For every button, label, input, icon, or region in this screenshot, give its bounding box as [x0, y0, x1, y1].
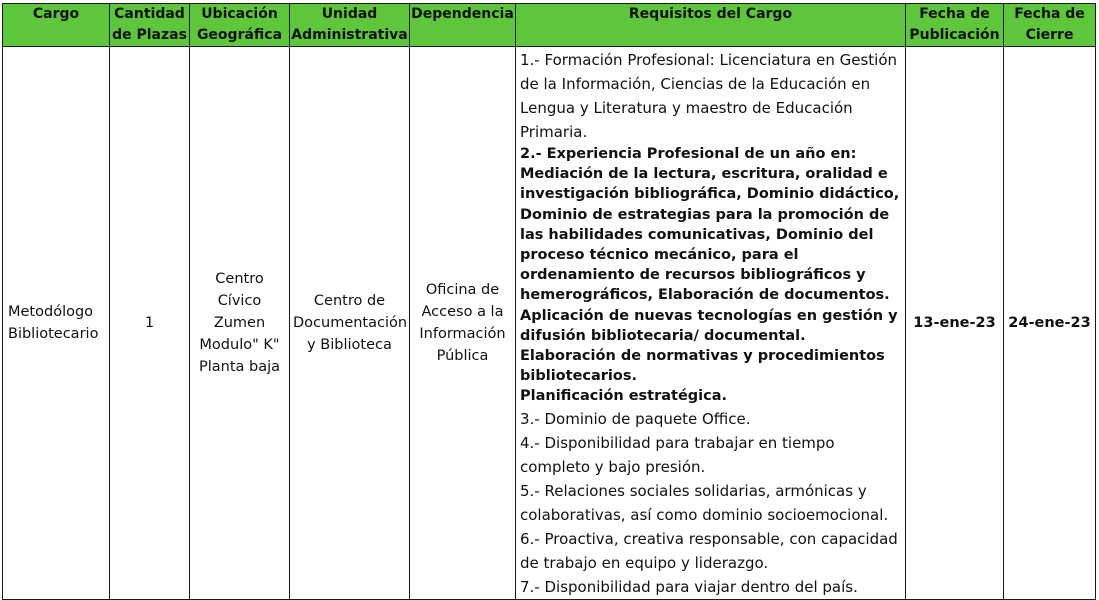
cell-requisitos: [516, 47, 906, 600]
requirement-2-b: Aplicación de nuevas tecnologías en gestión y difusión bibliotecaria/ documental.: [520, 307, 898, 344]
cell-unidad: Centro de Documentación y Biblioteca: [290, 47, 410, 600]
requirement-7: 7.- Disponibilidad para viajar dentro del país.: [520, 577, 858, 596]
header-cargo: Cargo: [3, 4, 110, 47]
header-row: [3, 4, 1096, 47]
cell-cantidad: 1: [110, 47, 190, 600]
header-dependencia: Dependencia: [410, 4, 516, 47]
cell-ubicacion: Centro Cívico Zumen Modulo" K" Planta baja: [190, 47, 290, 600]
cell-cargo: Metodólogo Bibliotecario: [3, 47, 110, 600]
requirement-5: 5.- Relaciones sociales solidarias, armónicas y colaborativas, así como dominio socioemocional.: [520, 481, 889, 524]
table-row: [3, 47, 1096, 600]
requirement-6: 6.- Proactiva, creativa responsable, con capacidad de trabajo en equipo y liderazgo.: [520, 529, 898, 572]
cell-dependencia: Oficina de Acceso a la Información Pública: [410, 47, 516, 600]
requirement-2-title: 2.- Experiencia Profesional de un año en:: [520, 146, 857, 162]
header-ubicacion: Ubicación Geográfica: [190, 4, 290, 47]
header-cantidad: Cantidad de Plazas: [110, 4, 190, 47]
requirement-1: 1.- Formación Profesional: Licenciatura en Gestión de la Información, Ciencias de la Educación en Lengua y Literatura y maestro de Educación Primaria.: [520, 51, 898, 141]
header-fecha-cierre: Fecha de Cierre: [1004, 4, 1096, 47]
header-fecha-publicacion: Fecha de Publicación: [906, 4, 1004, 47]
requirement-4: 4.- Disponibilidad para trabajar en tiempo completo y bajo presión.: [520, 433, 835, 476]
requirement-2-a: Mediación de la lectura, escritura, oralidad e investigación bibliográfica, Dominio didáctico, Dominio de estrategias para la promoción de las habilidades comunicativas, Dominio del proceso técnico mecánico, para el ordenamiento de recursos bibliográficos y hemerográficos, Elaboración de documentos.: [520, 166, 900, 304]
cell-fecha-cierre: 24-ene-23: [1004, 47, 1096, 600]
requirement-2-d: Planificación estratégica.: [520, 388, 728, 405]
header-unidad: Unidad Administrativa: [290, 4, 410, 47]
cell-fecha-publicacion: 13-ene-23: [906, 47, 1004, 600]
requirement-2-c: Elaboración de normativas y procedimientos bibliotecarios.: [520, 348, 885, 385]
job-posting-table: [2, 3, 1096, 600]
header-requisitos: Requisitos del Cargo: [516, 4, 906, 47]
requirement-3: 3.- Dominio de paquete Office.: [520, 409, 751, 428]
